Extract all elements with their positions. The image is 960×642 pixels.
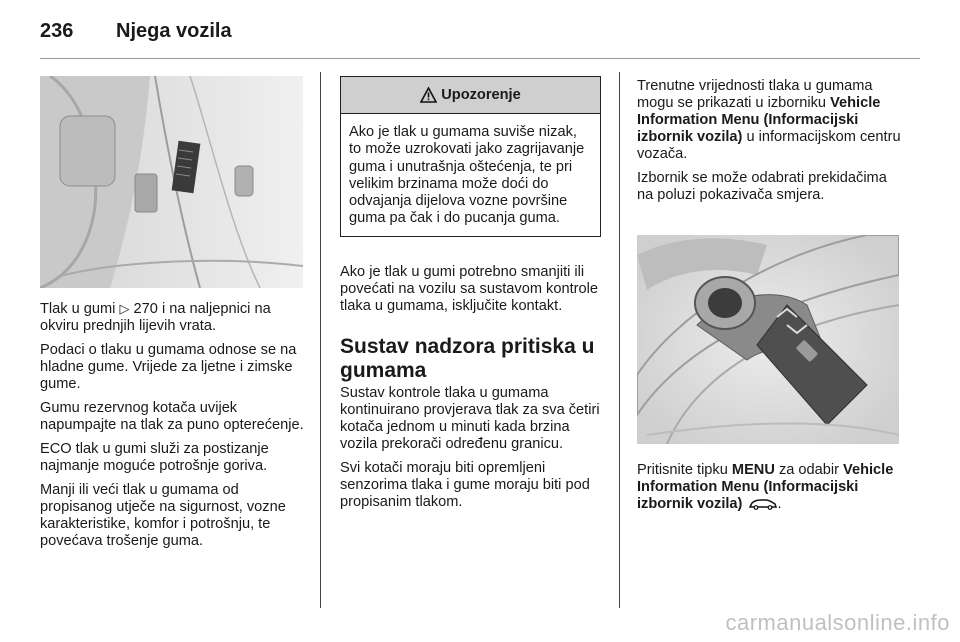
eco-pressure-paragraph: ECO tlak u gumi služi za postizanje najmanje moguće potrošnje goriva. — [40, 441, 269, 474]
column-divider-2 — [619, 72, 620, 608]
car-icon — [749, 498, 777, 510]
menu-name: Vehicle Information Menu (Informacijski izbornik vozila) — [637, 462, 894, 512]
text-segment: Pritisnite tipku — [637, 462, 732, 478]
tpms-description-paragraph: Sustav kontrole tlaka u gumama kontinuirano provjerava tlak za sva četiri kotača jednom u minuti kada brzina vozila prekorači određenu granicu. — [340, 385, 600, 452]
sensors-paragraph: Svi kotači moraju biti opremljeni senzorima tlaka i gume moraju biti pod propisanim tlakom. — [340, 460, 590, 510]
page-title: Njega vozila — [116, 20, 232, 42]
menu-select-paragraph: Izbornik se može odabrati prekidačima na poluzi pokazivača smjera. — [637, 170, 887, 203]
header-rule — [40, 58, 920, 59]
text-segment: Trenutne vrijednosti tlaka u gumama mogu se prikazati u izborniku — [637, 78, 873, 111]
right-column-lower — [637, 462, 905, 520]
current-values-paragraph — [637, 78, 905, 163]
left-column — [40, 300, 306, 557]
menu-name: Vehicle Information Menu (Informacijski izbornik vozila) — [637, 95, 881, 145]
door-frame-photo — [40, 76, 303, 288]
column-divider-1 — [320, 72, 321, 608]
stalk-illustration — [637, 235, 899, 444]
text-segment: u informacijskom centru vozača. — [637, 129, 901, 162]
cold-tyres-paragraph: Podaci o tlaku u gumama odnose se na hladne gume. Vrijede za ljetne i zimske gume. — [40, 342, 297, 392]
menu-button-name: MENU — [731, 462, 775, 478]
right-column — [637, 78, 905, 211]
arrow-right-icon: ▷ — [119, 301, 130, 316]
page-reference: 270 — [133, 301, 158, 317]
turn-signal-stalk-photo — [637, 235, 899, 444]
warning-triangle-icon — [420, 87, 437, 103]
warning-title: Upozorenje — [441, 87, 521, 103]
page-header — [40, 20, 232, 43]
warning-header — [341, 77, 600, 114]
section-heading: Sustav nadzora pritiska u gumama — [340, 335, 595, 382]
warning-body: Ako je tlak u gumama suviše nizak, to može uzrokovati jako zagrijavanje guma i unutrašnja oštećenja, te pri velikim brzinama može doći do odvajanja dijelova vozne površine guma pa čak i do pucanja guma. — [349, 124, 585, 227]
middle-column — [340, 264, 606, 518]
text-segment: za odabir — [774, 462, 844, 478]
press-menu-paragraph — [637, 462, 905, 513]
adjust-pressure-paragraph: Ako je tlak u gumi potrebno smanjiti ili povećati na vozilu sa sustavom kontrole tlaka u gumama, isključite kontakt. — [340, 264, 598, 314]
text-segment: i na naljepnici na okviru prednjih lijevih vrata. — [40, 301, 271, 334]
door-frame-illustration — [40, 76, 303, 288]
tyre-pressure-label-paragraph — [40, 300, 306, 335]
spare-wheel-paragraph: Gumu rezervnog kotača uvijek napumpajte na tlak za puno opterećenje. — [40, 400, 304, 433]
watermark: carmanualsonline.info — [725, 610, 950, 635]
pressure-effects-paragraph: Manji ili veći tlak u gumama od propisanog utječe na sigurnost, vozne karakteristike, komfor i potrošnju, te povećava trošenje guma. — [40, 482, 286, 549]
warning-box — [340, 76, 601, 237]
text-segment: . — [777, 496, 782, 512]
text-segment: Tlak u gumi — [40, 301, 120, 317]
page-number: 236 — [40, 20, 74, 42]
